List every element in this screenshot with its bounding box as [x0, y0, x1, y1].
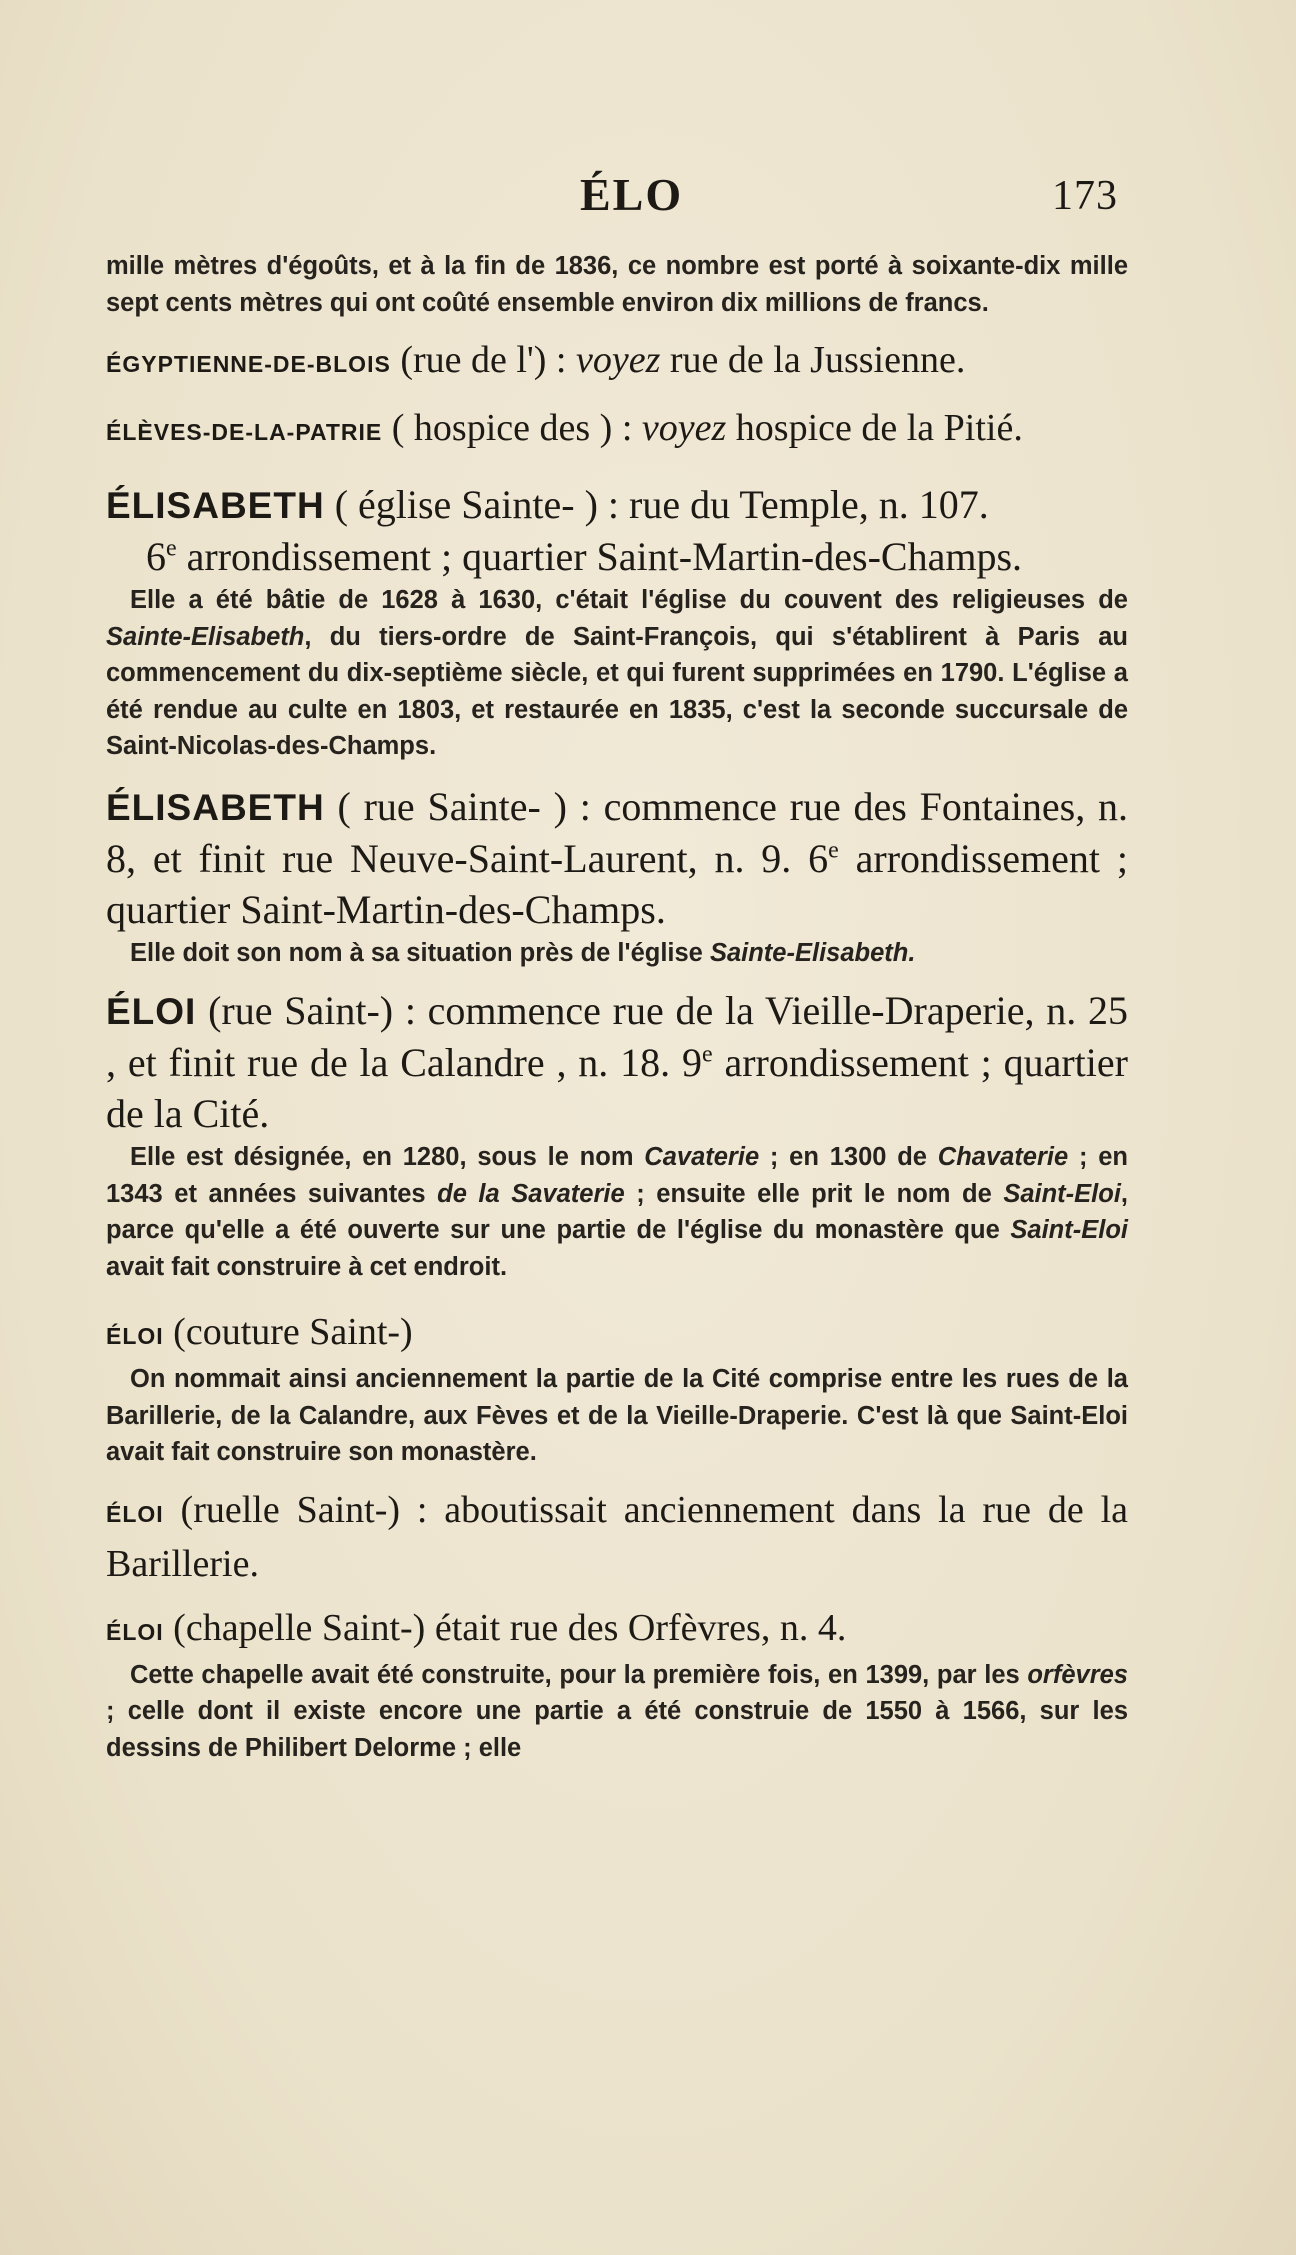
- headword: ÉLÈVES-DE-LA-PATRIE: [106, 419, 383, 445]
- entry-eloi-ruelle: ÉLOI (ruelle Saint-) : aboutissait anciennement dans la rue de la Barillerie.: [106, 1488, 1128, 1585]
- note-eloi-couture: On nommait ainsi anciennement la partie de la Cité comprise entre les rues de la Barillerie, de la Calandre, aux Fèves et de la Vieille-Draperie. C'est là que Saint-Eloi avait fait construire son monastère.: [106, 1365, 1128, 1466]
- headword: ÉLISABETH: [106, 485, 325, 526]
- headword: ÉLISABETH: [106, 786, 325, 828]
- note-elisabeth-rue: Elle doit son nom à sa situation près de l'église Sainte-Elisabeth.: [130, 938, 916, 967]
- entry-eloi-rue: ÉLOI (rue Saint-) : commence rue de la Vieille-Draperie, n. 25 , et finit rue de la Calandre , n. 18. 9e arrondissement ; quartier de la Cité.: [106, 988, 1128, 1136]
- headword: ÉGYPTIENNE-DE-BLOIS: [106, 351, 391, 377]
- entry-elisabeth-rue: ÉLISABETH ( rue Sainte- ) : commence rue des Fontaines, n. 8, et finit rue Neuve-Saint-Laurent, n. 9. 6e arrondissement ; quartier Saint-Martin-des-Champs.: [106, 783, 1128, 932]
- headword: ÉLOI: [106, 1323, 164, 1349]
- entry-egyptienne-de-blois: ÉGYPTIENNE-DE-BLOIS (rue de l') : voyez rue de la Jussienne.: [106, 339, 966, 381]
- note-elisabeth-eglise: Elle a été bâtie de 1628 à 1630, c'était l'église du couvent des religieuses de Sainte-Elisabeth, du tiers-ordre de Saint-François, qui s'établirent à Paris au commencement du dix-septième siècle, et qui furent supprimées en 1790. L'église a été rendue au culte en 1803, et restaurée en 1835, c'est la seconde succursale de Saint-Nicolas-des-Champs.: [106, 586, 1128, 760]
- page-number: 173: [1052, 173, 1118, 219]
- entry-eloi-chapelle: ÉLOI (chapelle Saint-) était rue des Orfèvres, n. 4.: [106, 1606, 847, 1649]
- page-body: [106, 248, 1128, 1766]
- page-header: [0, 168, 1296, 228]
- entry-eloi-couture: ÉLOI (couture Saint-): [106, 1311, 413, 1353]
- headword: ÉLOI: [106, 1500, 164, 1527]
- note-eloi-chapelle: Cette chapelle avait été construite, pour la première fois, en 1399, par les orfèvres ; celle dont il existe encore une partie a été construie de 1550 à 1566, sur les dessins de Philibert Delorme ; elle: [106, 1660, 1128, 1762]
- continued-paragraph: mille mètres d'égoûts, et à la fin de 1836, ce nombre est porté à soixante-dix mille sept cents mètres qui ont coûté ensemble environ dix millions de francs.: [106, 252, 1128, 317]
- running-head: ÉLO: [580, 169, 684, 220]
- entry-elisabeth-eglise: ÉLISABETH ( église Sainte- ) : rue du Temple, n. 107. 6e arrondissement ; quartier Saint-Martin-des-Champs.: [106, 482, 1023, 579]
- entry-eleves-de-la-patrie: ÉLÈVES-DE-LA-PATRIE ( hospice des ) : voyez hospice de la Pitié.: [106, 407, 1023, 449]
- headword: ÉLOI: [106, 1618, 164, 1645]
- headword: ÉLOI: [106, 991, 197, 1032]
- note-eloi-rue: Elle est désignée, en 1280, sous le nom Cavaterie ; en 1300 de Chavaterie ; en 1343 et années suivantes de la Savaterie ; ensuite elle prit le nom de Saint-Eloi, parce qu'elle a été ouverte sur une partie de l'église du monastère que Saint-Eloi avait fait construire à cet endroit.: [106, 1143, 1129, 1281]
